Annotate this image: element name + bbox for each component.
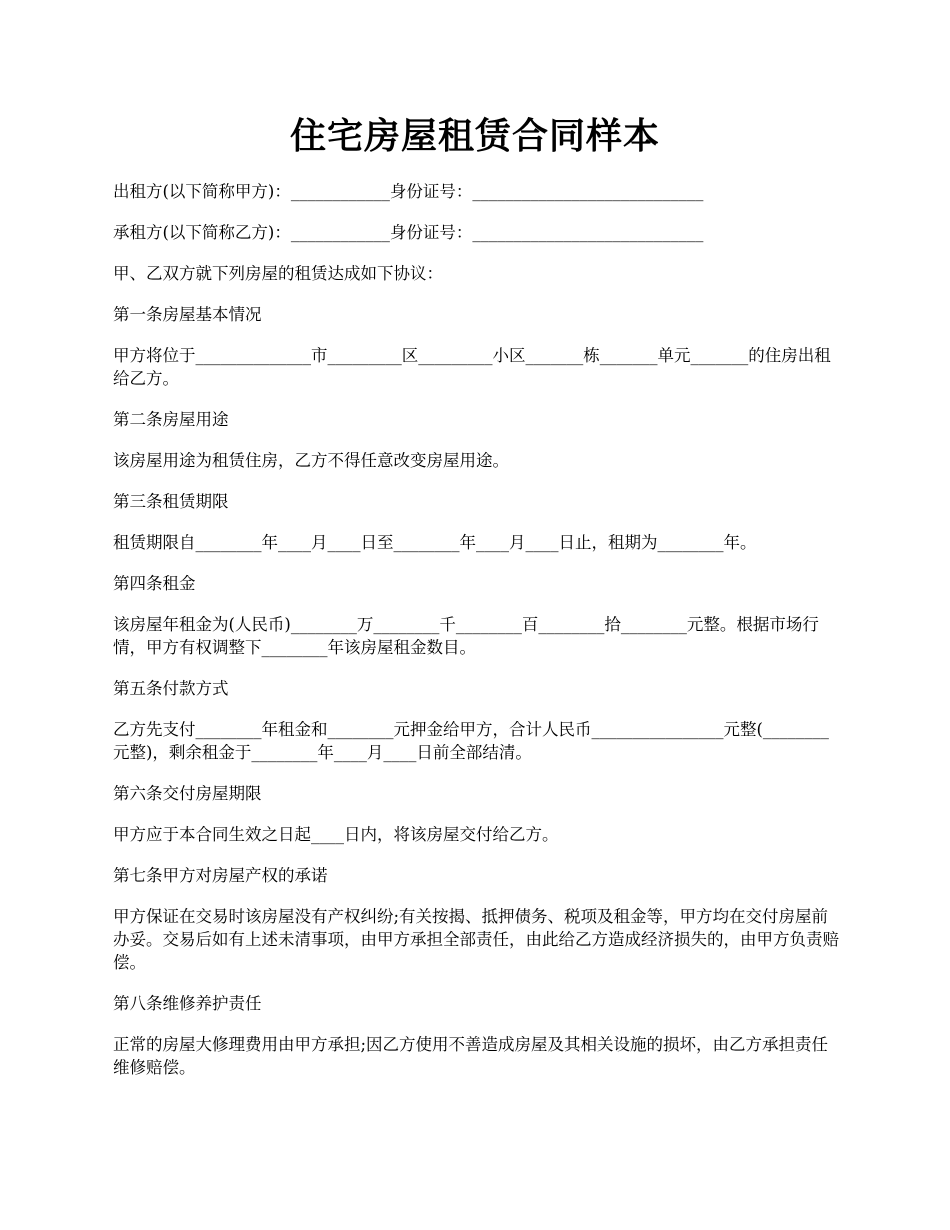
article-5-heading: 第五条付款方式	[113, 679, 229, 698]
article-4-body: 该房屋年租金为(人民币)________万________千________百________拾________元整。根据市场行情，甲方有权调整下________年该房屋租金数目。	[113, 615, 819, 657]
article-6-body: 甲方应于本合同生效之日起____日内，将该房屋交付给乙方。	[113, 825, 559, 844]
article-8-body: 正常的房屋大修理费用由甲方承担;因乙方使用不善造成房屋及其相关设施的损坏，由乙方承担责任维修赔偿。	[113, 1035, 829, 1077]
party-b-line: 承租方(以下简称乙方)：____________身份证号：____________________________	[113, 223, 704, 242]
article-3-body: 租赁期限自________年____月____日至________年____月____日止，租期为________年。	[113, 533, 757, 552]
article-7-heading: 第七条甲方对房屋产权的承诺	[113, 866, 328, 885]
article-2-heading: 第二条房屋用途	[113, 410, 229, 429]
article-5-body: 乙方先支付________年租金和________元押金给甲方，合计人民币________________元整(________元整)，剩余租金于________年____月____日前全部结清。	[113, 720, 829, 762]
article-2-body: 该房屋用途为租赁住房，乙方不得任意改变房屋用途。	[113, 451, 509, 470]
article-1-heading: 第一条房屋基本情况	[113, 305, 262, 324]
article-6-heading: 第六条交付房屋期限	[113, 784, 262, 803]
agreement-intro: 甲、乙双方就下列房屋的租赁达成如下协议：	[113, 264, 443, 283]
document-title: 住宅房屋租赁合同样本	[289, 115, 660, 157]
article-3-heading: 第三条租赁期限	[113, 492, 229, 511]
document-body	[113, 180, 843, 1097]
article-4-heading: 第四条租金	[113, 574, 196, 593]
article-8-heading: 第八条维修养护责任	[113, 994, 262, 1013]
article-1-body: 甲方将位于______________市_________区_________小区_______栋_______单元_______的住房出租给乙方。	[113, 346, 831, 388]
party-a-line: 出租方(以下简称甲方)：____________身份证号：____________________________	[113, 182, 704, 201]
article-7-body: 甲方保证在交易时该房屋没有产权纠纷;有关按揭、抵押债务、税项及租金等，甲方均在交付房屋前办妥。交易后如有上述未清事项，由甲方承担全部责任，由此给乙方造成经济损失的，由甲方负责赔偿。	[113, 907, 839, 972]
